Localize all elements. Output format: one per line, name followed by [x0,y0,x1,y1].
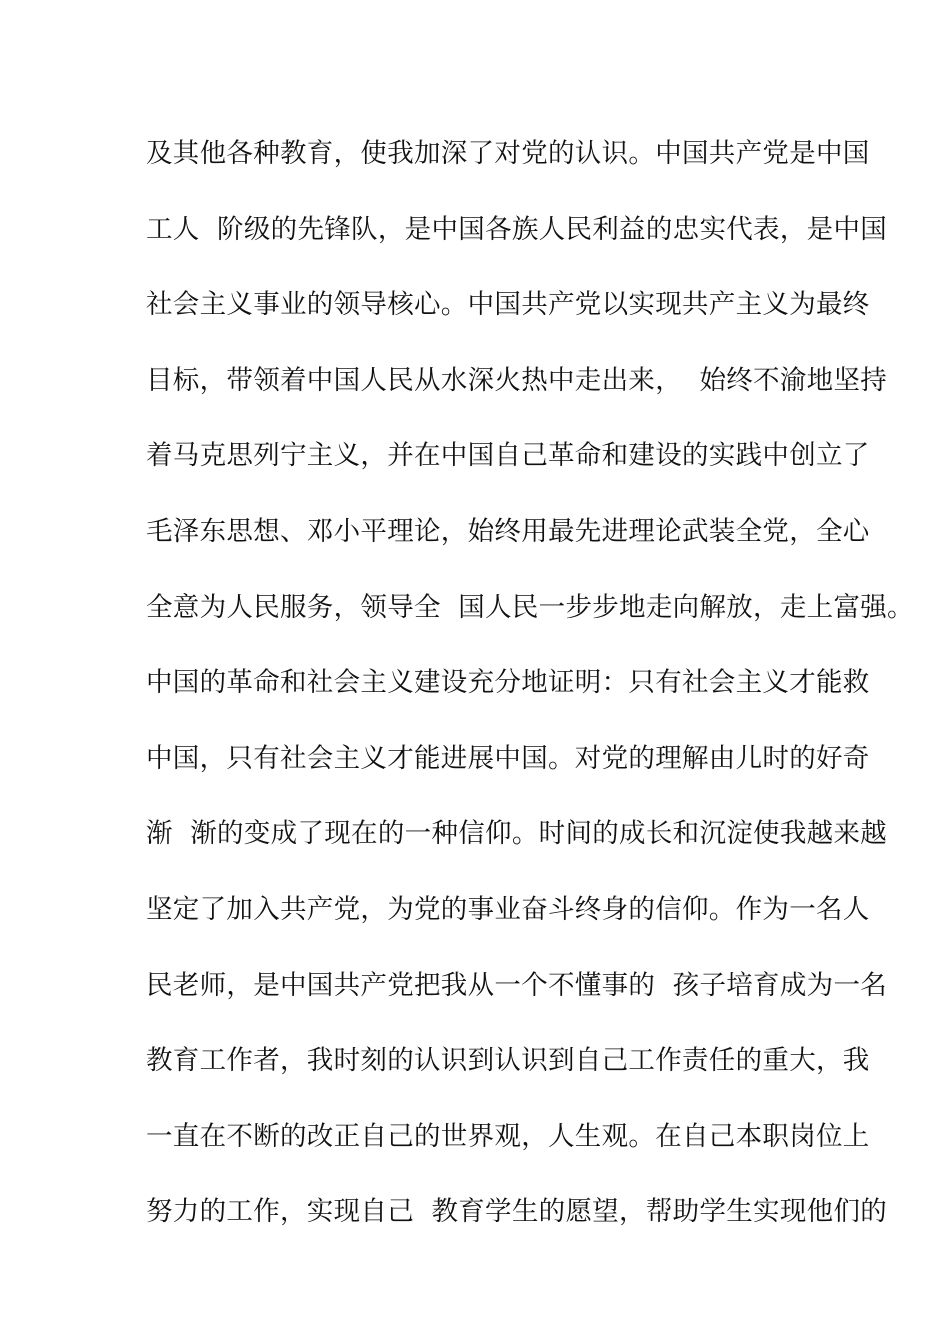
text-line: 坚定了加入共产党，为党的事业奋斗终身的信仰。作为一名人 [146,893,870,925]
text-line: 着马克思列宁主义，并在中国自己革命和建设的实践中创立了 [146,440,870,472]
text-line: 全意为人民服务，领导全 国人民一步步地走向解放，走上富强。 [146,591,914,623]
text-line: 社会主义事业的领导核心。中国共产党以实现共产主义为最终 [146,289,870,321]
text-line: 目标，带领着中国人民从水深火热中走出来， 始终不渝地坚持 [146,364,888,396]
text-line: 教育工作者，我时刻的认识到认识到自己工作责任的重大，我 [146,1045,870,1077]
text-line: 及其他各种教育，使我加深了对党的认识。中国共产党是中国 [146,138,870,169]
text-line: 渐 渐的变成了现在的一种信仰。时间的成长和沉淀使我越来越 [146,818,888,850]
text-line: 毛泽东思想、邓小平理论，始终用最先进理论武装全党，全心 [146,515,870,547]
text-line: 一直在不断的改正自己的世界观，人生观。在自己本职岗位上 [146,1120,870,1152]
text-line: 中国的革命和社会主义建设充分地证明：只有社会主义才能救 [146,667,870,699]
text-line: 中国，只有社会主义才能进展中国。对党的理解由儿时的好奇 [146,742,870,774]
text-line: 努力的工作，实现自己 教育学生的愿望，帮助学生实现他们的 [146,1196,888,1228]
body-text [146,130,914,1264]
text-line: 民老师，是中国共产党把我从一个不懂事的 孩子培育成为一名 [146,969,888,1001]
text-line: 工人 阶级的先锋队，是中国各族人民利益的忠实代表，是中国 [146,213,888,245]
